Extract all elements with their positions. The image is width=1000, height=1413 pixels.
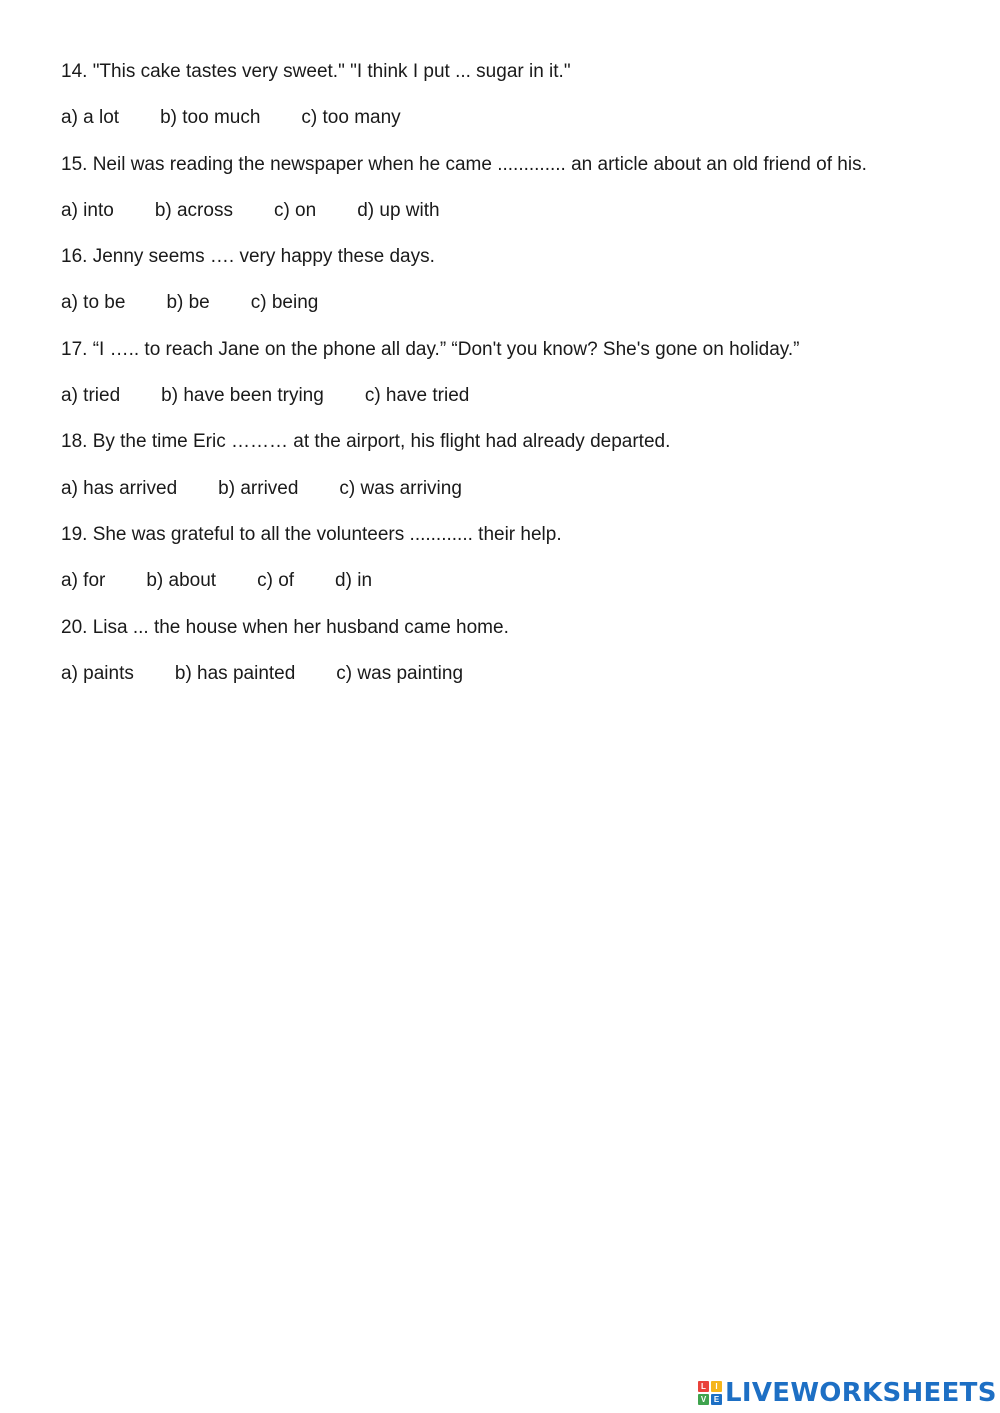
options-20	[61, 660, 961, 688]
option-16b[interactable]: b) be	[166, 292, 210, 314]
options-16	[61, 289, 961, 317]
option-19c[interactable]: c) of	[257, 570, 295, 592]
option-19b[interactable]: b) about	[146, 570, 217, 592]
option-20a[interactable]: a) paints	[61, 662, 134, 684]
options-15	[61, 197, 961, 225]
worksheet	[61, 58, 961, 706]
logo-tile-e: E	[711, 1394, 722, 1405]
option-19d[interactable]: d) in	[335, 570, 373, 592]
option-15d[interactable]: d) up with	[357, 199, 440, 221]
option-14b[interactable]: b) too much	[160, 107, 261, 129]
option-14a[interactable]: a) a lot	[61, 107, 120, 129]
options-17	[61, 382, 961, 410]
options-18	[61, 475, 961, 503]
question-17: 17. “I ….. to reach Jane on the phone all day.” “Don't you know? She's gone on holiday.”	[61, 338, 800, 360]
option-15c[interactable]: c) on	[273, 199, 317, 221]
question-20: 20. Lisa ... the house when her husband came home.	[61, 616, 509, 638]
logo-tile-i: I	[711, 1381, 722, 1392]
question-16: 16. Jenny seems …. very happy these days.	[61, 246, 435, 268]
option-19a[interactable]: a) for	[61, 570, 106, 592]
logo-tile-l: L	[698, 1381, 709, 1392]
question-14: 14. "This cake tastes very sweet." "I think I put ... sugar in it."	[61, 61, 571, 82]
liveworksheets-logo	[698, 1378, 997, 1408]
options-14	[61, 104, 961, 132]
logo-icon	[698, 1381, 722, 1405]
option-17c[interactable]: c) have tried	[364, 385, 470, 407]
option-14c[interactable]: c) too many	[301, 107, 401, 129]
question-19: 19. She was grateful to all the volunteers ............ their help.	[61, 523, 562, 545]
option-18b[interactable]: b) arrived	[218, 477, 299, 499]
option-15b[interactable]: b) across	[154, 199, 233, 221]
option-20b[interactable]: b) has painted	[174, 662, 296, 684]
question-15: 15. Neil was reading the newspaper when he came ............. an article about an old friend of his.	[61, 153, 867, 175]
option-16c[interactable]: c) being	[250, 292, 319, 314]
option-15a[interactable]: a) into	[61, 199, 114, 221]
option-18a[interactable]: a) has arrived	[61, 477, 178, 499]
option-17b[interactable]: b) have been trying	[161, 385, 324, 407]
question-18: 18. By the time Eric ……… at the airport, his flight had already departed.	[61, 431, 671, 453]
option-16a[interactable]: a) to be	[61, 292, 126, 314]
option-17a[interactable]: a) tried	[61, 385, 121, 407]
option-18c[interactable]: c) was arriving	[339, 477, 462, 499]
logo-text: LIVEWORKSHEETS	[725, 1378, 997, 1408]
logo-tile-v: V	[698, 1394, 709, 1405]
options-19	[61, 567, 961, 595]
option-20c[interactable]: c) was painting	[336, 662, 464, 684]
